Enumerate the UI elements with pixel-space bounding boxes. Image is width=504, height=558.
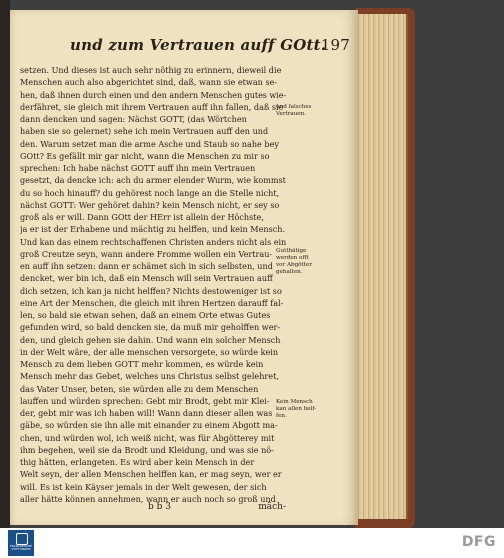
- text-line: setzen. Und dieses ist auch sehr nöthig zu erinnern, dieweil die: [20, 65, 282, 75]
- text-line: lauffen und würden sprechen: Gebt mir Brodt, gebt mir Klei-: [20, 395, 270, 406]
- text-line: derfähret, sie gleich mit ihrem Vertrauen auff ihn fallen, daß sie: [20, 101, 284, 112]
- text-line: das Vater Unser, beten, sie würden alle zu dem Menschen: [20, 383, 259, 394]
- text-line: Mensch zu dem lieben GOTT mehr kommen, es würde kein: [20, 359, 264, 369]
- dfg-logo[interactable]: DFG: [461, 534, 496, 550]
- text-line: will. Es ist kein Käyser jemals in der Welt gewesen, der sich: [20, 481, 267, 492]
- text-line: GOtt? Es gefällt mir gar nicht, wann die Menschen zu mir so: [20, 150, 270, 161]
- text-line: ihm begehen, weil sie da Brodt und Kleidung, und was sie nö-: [20, 444, 274, 455]
- text-line: thig hätten, erlangeten. Es wird aber kein Mensch in der: [20, 457, 255, 467]
- text-line: ja er ist der Erhabene und mächtig zu helffen, und kein Mensch.: [20, 224, 286, 235]
- page-footer: [20, 502, 286, 516]
- marginal-note: Kein Mensch kan allen helf- fen.: [276, 399, 317, 419]
- francke-logo-text: FRANCKESCHE STIFTUNGEN: [9, 544, 33, 552]
- text-line: gäbe, so würden sie ihn alle mit einander zu einem Abgott ma-: [20, 420, 278, 431]
- text-line: aller hätte können annehmen, wann er auch noch so groß und: [20, 493, 276, 504]
- text-line: sprechen: Ich habe nächst GOTT auff ihn mein Vertrauen: [20, 163, 256, 173]
- text-line: haben sie so gelernet) sehe ich mein Vertrauen auff den und: [20, 126, 269, 137]
- text-line: groß Creutze seyn, wann andere Fromme wollen ein Vertrau-: [20, 248, 273, 259]
- text-block: [20, 64, 286, 505]
- text-line: gesetzt, da dencke ich: ach du armer elender Wurm, wie kommst: [20, 175, 286, 186]
- text-line: dich setzen, ich kan ja nicht helffen? Nichts destoweniger ist so: [20, 285, 282, 296]
- book-page: [10, 10, 358, 525]
- text-line: in der Welt wäre, der alle menschen versorgete, so würde kein: [20, 346, 279, 357]
- text-line: dann dencken und sagen: Nächst GOTT, (das Wörtchen: [20, 114, 247, 124]
- catchword: mäch-: [258, 502, 286, 512]
- marginal-note: und falsches Vertrauen.: [276, 104, 312, 117]
- text-line: chen, und würden wol, ich weiß nicht, was für Abgötterey mit: [20, 432, 275, 443]
- francke-logo[interactable]: [8, 530, 34, 556]
- signature-mark: b b 3: [148, 502, 171, 512]
- book-page-edges: [356, 14, 408, 519]
- text-line: der, gebt mir was ich haben will! Wann dann dieser allen was: [20, 408, 273, 418]
- text-line: len, so bald sie etwan sehen, daß an einem Orte etwas Gutes: [20, 310, 271, 320]
- text-line: hen, daß ihnen durch einen und den andern Menschen gutes wie-: [20, 89, 286, 100]
- text-line: dencket, wer bin ich, daß ein Mensch will sein Vertrauen auff: [20, 273, 273, 284]
- footer-bar: [0, 528, 504, 558]
- text-line: gefunden wird, so bald dencken sie, da muß mir geholffen wer-: [20, 322, 281, 333]
- text-line: den. Warum setzet man die arme Asche und Staub so nahe bey: [20, 138, 279, 149]
- text-line: Mensch mehr das Gebet, welches uns Christus selbst gelehret,: [20, 371, 279, 382]
- text-line: groß als er will. Dann GOtt der HErr ist allein der Höchste,: [20, 212, 264, 222]
- running-head: und zum Vertrauen auff GOtt.: [70, 36, 327, 54]
- text-line: du so hoch hinauff? du gehörest noch lange an die Stelle nicht,: [20, 187, 280, 198]
- marginal-note: Gutthätige werden offt vor Abgötter gehalten.: [276, 248, 313, 275]
- text-line: den, und gleich gehen sie dahin. Und wann ein solcher Mensch: [20, 334, 281, 345]
- text-line: nächst GOTT: Wer gehöret dahin? kein Mensch nicht, er sey so: [20, 199, 280, 210]
- text-line: Menschen auch also abgerichtet sind, daß, wann sie etwan se-: [20, 77, 278, 88]
- text-line: Welt seyn, der allen Menschen helffen kan, er mag seyn, wer er: [20, 469, 282, 480]
- viewer-left-edge: [0, 0, 10, 528]
- page-number: 197: [320, 36, 350, 54]
- text-line: en auff ihn setzen: dann er schämet sich in sich selbsten, und: [20, 261, 273, 271]
- text-line: Und kan das einem rechtschaffenen Christen anders nicht als ein: [20, 236, 286, 247]
- text-line: eine Art der Menschen, die gleich mit ihren Hertzen darauff fal-: [20, 297, 284, 308]
- margin-notes: [276, 10, 356, 525]
